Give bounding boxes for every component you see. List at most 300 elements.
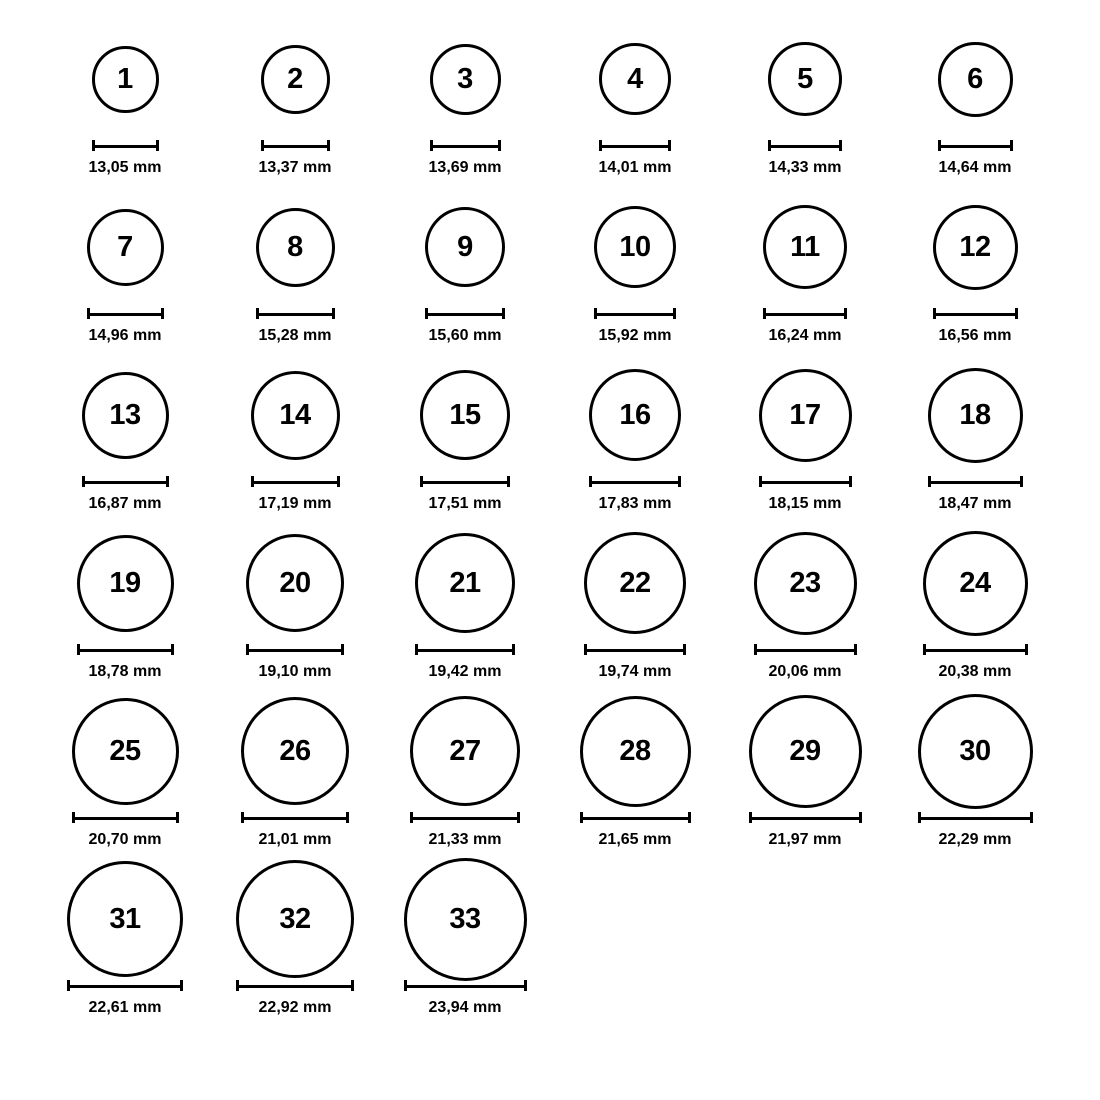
ring-circle-wrap bbox=[599, 20, 671, 138]
diameter-bar-wrap bbox=[768, 138, 842, 152]
diameter-bar-line bbox=[251, 481, 340, 484]
ring-size-cell bbox=[720, 692, 890, 848]
diameter-bar-wrap bbox=[749, 810, 862, 824]
ring-size-row bbox=[40, 860, 1060, 1028]
diameter-bar-cap-left bbox=[67, 980, 70, 991]
ring-size-row bbox=[40, 356, 1060, 524]
diameter-bar-line bbox=[92, 145, 159, 148]
diameter-label: 20,06 mm bbox=[768, 663, 842, 680]
diameter-label: 17,51 mm bbox=[428, 495, 502, 512]
ring-size-cell bbox=[210, 20, 380, 176]
diameter-bar-line bbox=[72, 817, 179, 820]
diameter-bar-cap-left bbox=[759, 476, 762, 487]
diameter-bar bbox=[246, 644, 344, 655]
diameter-bar-line bbox=[923, 649, 1028, 652]
ring-circle-wrap bbox=[241, 692, 349, 810]
ring-size-cell bbox=[890, 20, 1060, 176]
diameter-bar-cap-right bbox=[512, 644, 515, 655]
ring-size-cell bbox=[550, 20, 720, 176]
diameter-bar-cap-left bbox=[72, 812, 75, 823]
ring-circle bbox=[410, 696, 520, 806]
ring-circle-wrap bbox=[589, 356, 681, 474]
ring-circle bbox=[425, 207, 505, 287]
ring-circle-wrap bbox=[580, 692, 691, 810]
ring-circle bbox=[236, 860, 354, 978]
diameter-bar-cap-right bbox=[337, 476, 340, 487]
diameter-bar-cap-right bbox=[507, 476, 510, 487]
ring-circle bbox=[938, 42, 1013, 117]
diameter-bar-cap-right bbox=[166, 476, 169, 487]
ring-size-cell bbox=[40, 356, 210, 512]
diameter-label: 17,83 mm bbox=[598, 495, 672, 512]
ring-circle bbox=[933, 205, 1018, 290]
ring-size-number: 18 bbox=[959, 398, 991, 431]
diameter-bar bbox=[763, 308, 847, 319]
ring-size-cell bbox=[550, 188, 720, 344]
ring-circle-wrap bbox=[749, 692, 862, 810]
diameter-bar-wrap bbox=[938, 138, 1013, 152]
diameter-bar-cap-left bbox=[92, 140, 95, 151]
diameter-label: 22,61 mm bbox=[88, 999, 162, 1016]
diameter-bar-wrap bbox=[923, 642, 1028, 656]
ring-size-number: 26 bbox=[279, 734, 311, 767]
ring-circle bbox=[759, 369, 852, 462]
diameter-label: 15,92 mm bbox=[598, 327, 672, 344]
diameter-bar-cap-right bbox=[1030, 812, 1033, 823]
diameter-bar bbox=[928, 476, 1023, 487]
ring-size-cell bbox=[380, 20, 550, 176]
diameter-bar bbox=[599, 140, 671, 151]
ring-circle-wrap bbox=[768, 20, 842, 138]
diameter-label: 22,29 mm bbox=[938, 831, 1012, 848]
diameter-label: 18,78 mm bbox=[88, 663, 162, 680]
diameter-bar-wrap bbox=[236, 978, 354, 992]
ring-size-number: 17 bbox=[789, 398, 821, 431]
ring-circle bbox=[599, 43, 671, 115]
ring-size-number: 11 bbox=[790, 230, 820, 263]
ring-size-number: 22 bbox=[619, 566, 651, 599]
diameter-bar bbox=[410, 812, 520, 823]
diameter-bar-cap-left bbox=[928, 476, 931, 487]
diameter-bar-line bbox=[768, 145, 842, 148]
ring-circle bbox=[589, 369, 681, 461]
diameter-bar-cap-left bbox=[918, 812, 921, 823]
ring-circle-wrap bbox=[251, 356, 340, 474]
diameter-label: 20,70 mm bbox=[88, 831, 162, 848]
diameter-bar-cap-left bbox=[599, 140, 602, 151]
ring-size-cell bbox=[40, 188, 210, 344]
diameter-label: 19,42 mm bbox=[428, 663, 502, 680]
ring-size-cell bbox=[380, 356, 550, 512]
diameter-bar-line bbox=[420, 481, 510, 484]
diameter-label: 21,01 mm bbox=[258, 831, 332, 848]
diameter-bar-cap-left bbox=[251, 476, 254, 487]
ring-size-number: 4 bbox=[627, 62, 643, 95]
diameter-bar-wrap bbox=[584, 642, 686, 656]
diameter-bar-cap-right bbox=[844, 308, 847, 319]
diameter-bar-wrap bbox=[928, 474, 1023, 488]
diameter-bar-wrap bbox=[763, 306, 847, 320]
ring-circle bbox=[256, 208, 335, 287]
diameter-bar-cap-left bbox=[933, 308, 936, 319]
diameter-bar bbox=[251, 476, 340, 487]
ring-circle-wrap bbox=[938, 20, 1013, 138]
diameter-bar-cap-right bbox=[668, 140, 671, 151]
ring-circle bbox=[918, 694, 1033, 809]
ring-circle-wrap bbox=[430, 20, 501, 138]
diameter-bar-line bbox=[918, 817, 1033, 820]
diameter-bar bbox=[768, 140, 842, 151]
diameter-bar-line bbox=[82, 481, 169, 484]
diameter-bar-line bbox=[933, 313, 1018, 316]
diameter-bar-wrap bbox=[594, 306, 676, 320]
ring-circle bbox=[580, 696, 691, 807]
diameter-bar bbox=[87, 308, 164, 319]
ring-size-cell bbox=[550, 524, 720, 680]
diameter-bar-cap-left bbox=[749, 812, 752, 823]
ring-size-number: 12 bbox=[959, 230, 991, 263]
diameter-label: 15,60 mm bbox=[428, 327, 502, 344]
diameter-bar-cap-right bbox=[1015, 308, 1018, 319]
diameter-bar-cap-left bbox=[763, 308, 766, 319]
ring-size-number: 15 bbox=[449, 398, 481, 431]
diameter-bar-cap-right bbox=[327, 140, 330, 151]
ring-circle bbox=[928, 368, 1023, 463]
ring-size-number: 7 bbox=[117, 230, 133, 263]
ring-size-number: 28 bbox=[619, 734, 651, 767]
ring-size-number: 1 bbox=[117, 62, 133, 95]
ring-circle-wrap bbox=[763, 188, 847, 306]
diameter-bar-line bbox=[236, 985, 354, 988]
diameter-bar-cap-left bbox=[261, 140, 264, 151]
ring-size-cell bbox=[890, 356, 1060, 512]
diameter-bar-cap-right bbox=[171, 644, 174, 655]
diameter-bar-cap-right bbox=[678, 476, 681, 487]
diameter-bar-line bbox=[77, 649, 174, 652]
ring-size-cell bbox=[40, 692, 210, 848]
ring-size-cell bbox=[720, 524, 890, 680]
ring-circle-wrap bbox=[236, 860, 354, 978]
diameter-bar-line bbox=[256, 313, 335, 316]
diameter-bar-cap-left bbox=[430, 140, 433, 151]
ring-size-number: 23 bbox=[789, 566, 821, 599]
diameter-bar-cap-right bbox=[839, 140, 842, 151]
ring-size-row bbox=[40, 692, 1060, 860]
diameter-bar-line bbox=[87, 313, 164, 316]
diameter-bar bbox=[933, 308, 1018, 319]
diameter-bar-line bbox=[246, 649, 344, 652]
diameter-bar-line bbox=[763, 313, 847, 316]
ring-circle-wrap bbox=[928, 356, 1023, 474]
diameter-bar-wrap bbox=[599, 138, 671, 152]
ring-circle-wrap bbox=[420, 356, 510, 474]
diameter-bar bbox=[430, 140, 501, 151]
diameter-bar bbox=[759, 476, 852, 487]
ring-circle-wrap bbox=[67, 860, 183, 978]
diameter-bar-cap-left bbox=[246, 644, 249, 655]
ring-circle bbox=[430, 44, 501, 115]
diameter-bar bbox=[241, 812, 349, 823]
diameter-bar-line bbox=[589, 481, 681, 484]
ring-size-number: 24 bbox=[959, 566, 991, 599]
ring-circle-wrap bbox=[404, 860, 527, 978]
diameter-label: 21,33 mm bbox=[428, 831, 502, 848]
diameter-bar-wrap bbox=[82, 474, 169, 488]
ring-size-number: 2 bbox=[287, 62, 303, 95]
diameter-bar-wrap bbox=[410, 810, 520, 824]
diameter-label: 18,15 mm bbox=[768, 495, 842, 512]
diameter-bar-cap-left bbox=[241, 812, 244, 823]
ring-size-cell bbox=[40, 524, 210, 680]
ring-circle bbox=[404, 858, 527, 981]
diameter-bar-cap-left bbox=[594, 308, 597, 319]
ring-size-number: 31 bbox=[109, 902, 141, 935]
ring-circle-wrap bbox=[415, 524, 515, 642]
ring-size-number: 19 bbox=[109, 566, 141, 599]
ring-size-cell bbox=[890, 188, 1060, 344]
diameter-bar-line bbox=[749, 817, 862, 820]
ring-circle-wrap bbox=[246, 524, 344, 642]
ring-size-number: 13 bbox=[109, 398, 141, 431]
ring-size-number: 8 bbox=[287, 230, 303, 263]
ring-size-cell bbox=[550, 356, 720, 512]
diameter-bar-cap-left bbox=[82, 476, 85, 487]
diameter-bar-wrap bbox=[67, 978, 183, 992]
diameter-bar bbox=[420, 476, 510, 487]
diameter-bar bbox=[82, 476, 169, 487]
ring-size-cell bbox=[210, 692, 380, 848]
ring-size-cell bbox=[40, 20, 210, 176]
ring-circle bbox=[92, 46, 159, 113]
diameter-label: 17,19 mm bbox=[258, 495, 332, 512]
ring-size-number: 14 bbox=[279, 398, 311, 431]
diameter-bar-cap-right bbox=[1020, 476, 1023, 487]
ring-circle-wrap bbox=[87, 188, 164, 306]
ring-size-cell bbox=[40, 860, 210, 1016]
diameter-label: 16,56 mm bbox=[938, 327, 1012, 344]
diameter-bar-cap-left bbox=[754, 644, 757, 655]
diameter-label: 14,64 mm bbox=[938, 159, 1012, 176]
ring-circle bbox=[87, 209, 164, 286]
diameter-bar-cap-left bbox=[415, 644, 418, 655]
diameter-bar bbox=[938, 140, 1013, 151]
diameter-label: 15,28 mm bbox=[258, 327, 332, 344]
diameter-bar bbox=[72, 812, 179, 823]
diameter-bar-wrap bbox=[241, 810, 349, 824]
ring-circle-wrap bbox=[584, 524, 686, 642]
diameter-label: 16,87 mm bbox=[88, 495, 162, 512]
diameter-bar-line bbox=[580, 817, 691, 820]
diameter-bar bbox=[415, 644, 515, 655]
diameter-bar-wrap bbox=[754, 642, 857, 656]
ring-size-cell bbox=[720, 20, 890, 176]
diameter-bar-cap-right bbox=[517, 812, 520, 823]
ring-circle-wrap bbox=[923, 524, 1028, 642]
diameter-bar-cap-left bbox=[425, 308, 428, 319]
ring-circle bbox=[261, 45, 330, 114]
ring-size-number: 29 bbox=[789, 734, 821, 767]
diameter-label: 22,92 mm bbox=[258, 999, 332, 1016]
ring-size-number: 20 bbox=[279, 566, 311, 599]
ring-circle-wrap bbox=[256, 188, 335, 306]
ring-size-cell bbox=[210, 356, 380, 512]
ring-size-row bbox=[40, 524, 1060, 692]
diameter-label: 20,38 mm bbox=[938, 663, 1012, 680]
diameter-bar-cap-right bbox=[1025, 644, 1028, 655]
diameter-bar-cap-left bbox=[410, 812, 413, 823]
diameter-bar bbox=[404, 980, 527, 991]
diameter-bar-cap-right bbox=[688, 812, 691, 823]
diameter-bar-wrap bbox=[580, 810, 691, 824]
ring-circle bbox=[67, 861, 183, 977]
diameter-bar-wrap bbox=[420, 474, 510, 488]
diameter-bar-wrap bbox=[251, 474, 340, 488]
diameter-label: 19,74 mm bbox=[598, 663, 672, 680]
diameter-bar-cap-left bbox=[768, 140, 771, 151]
ring-size-cell bbox=[720, 356, 890, 512]
ring-circle-wrap bbox=[754, 524, 857, 642]
diameter-bar bbox=[584, 644, 686, 655]
diameter-bar bbox=[918, 812, 1033, 823]
diameter-bar-line bbox=[404, 985, 527, 988]
diameter-bar-cap-right bbox=[176, 812, 179, 823]
ring-circle-wrap bbox=[77, 524, 174, 642]
ring-size-cell bbox=[550, 692, 720, 848]
diameter-bar-cap-left bbox=[87, 308, 90, 319]
ring-size-number: 6 bbox=[967, 62, 983, 95]
ring-size-row bbox=[40, 188, 1060, 356]
diameter-bar-cap-right bbox=[1010, 140, 1013, 151]
ring-size-number: 25 bbox=[109, 734, 141, 767]
diameter-bar bbox=[923, 644, 1028, 655]
ring-circle bbox=[82, 372, 169, 459]
diameter-bar-wrap bbox=[261, 138, 330, 152]
ring-circle bbox=[251, 371, 340, 460]
ring-circle bbox=[768, 42, 842, 116]
ring-size-cell bbox=[380, 692, 550, 848]
diameter-bar-line bbox=[594, 313, 676, 316]
diameter-bar-wrap bbox=[430, 138, 501, 152]
diameter-bar-cap-right bbox=[502, 308, 505, 319]
ring-circle bbox=[420, 370, 510, 460]
ring-circle bbox=[594, 206, 676, 288]
diameter-bar-wrap bbox=[589, 474, 681, 488]
diameter-bar bbox=[594, 308, 676, 319]
ring-size-cell bbox=[210, 860, 380, 1016]
diameter-bar-cap-right bbox=[498, 140, 501, 151]
diameter-bar-wrap bbox=[72, 810, 179, 824]
ring-circle bbox=[77, 535, 174, 632]
ring-circle bbox=[72, 698, 179, 805]
ring-size-cell bbox=[210, 188, 380, 344]
diameter-bar-line bbox=[67, 985, 183, 988]
diameter-bar-wrap bbox=[256, 306, 335, 320]
ring-circle bbox=[763, 205, 847, 289]
diameter-bar-cap-right bbox=[346, 812, 349, 823]
ring-circle-wrap bbox=[92, 20, 159, 138]
diameter-bar-cap-left bbox=[236, 980, 239, 991]
diameter-bar bbox=[261, 140, 330, 151]
diameter-label: 13,05 mm bbox=[88, 159, 162, 176]
diameter-label: 23,94 mm bbox=[428, 999, 502, 1016]
diameter-bar-cap-right bbox=[156, 140, 159, 151]
diameter-bar bbox=[749, 812, 862, 823]
diameter-label: 18,47 mm bbox=[938, 495, 1012, 512]
diameter-bar-wrap bbox=[404, 978, 527, 992]
diameter-bar-cap-right bbox=[849, 476, 852, 487]
diameter-bar bbox=[589, 476, 681, 487]
diameter-bar-cap-left bbox=[256, 308, 259, 319]
ring-size-number: 33 bbox=[449, 902, 481, 935]
ring-circle-wrap bbox=[425, 188, 505, 306]
ring-size-cell bbox=[890, 692, 1060, 848]
diameter-bar-cap-left bbox=[77, 644, 80, 655]
ring-size-cell bbox=[380, 524, 550, 680]
ring-circle bbox=[749, 695, 862, 808]
diameter-bar-wrap bbox=[918, 810, 1033, 824]
diameter-label: 19,10 mm bbox=[258, 663, 332, 680]
ring-size-number: 27 bbox=[449, 734, 481, 767]
ring-size-number: 21 bbox=[449, 566, 481, 599]
ring-circle-wrap bbox=[933, 188, 1018, 306]
diameter-bar-line bbox=[410, 817, 520, 820]
diameter-bar-wrap bbox=[92, 138, 159, 152]
diameter-bar-line bbox=[430, 145, 501, 148]
diameter-bar bbox=[425, 308, 505, 319]
ring-size-number: 9 bbox=[457, 230, 473, 263]
diameter-bar-cap-right bbox=[854, 644, 857, 655]
diameter-bar-wrap bbox=[415, 642, 515, 656]
ring-circle bbox=[415, 533, 515, 633]
ring-size-number: 10 bbox=[619, 230, 651, 263]
diameter-bar-line bbox=[928, 481, 1023, 484]
diameter-bar-wrap bbox=[933, 306, 1018, 320]
diameter-bar-wrap bbox=[246, 642, 344, 656]
diameter-bar-cap-right bbox=[673, 308, 676, 319]
ring-circle-wrap bbox=[261, 20, 330, 138]
ring-size-number: 30 bbox=[959, 734, 991, 767]
diameter-bar bbox=[580, 812, 691, 823]
diameter-bar-line bbox=[938, 145, 1013, 148]
diameter-bar-cap-right bbox=[524, 980, 527, 991]
ring-circle bbox=[584, 532, 686, 634]
diameter-bar-cap-right bbox=[161, 308, 164, 319]
ring-circle-wrap bbox=[72, 692, 179, 810]
diameter-bar-cap-right bbox=[859, 812, 862, 823]
diameter-bar bbox=[754, 644, 857, 655]
ring-size-number: 3 bbox=[457, 62, 473, 95]
diameter-bar-cap-left bbox=[923, 644, 926, 655]
ring-circle bbox=[923, 531, 1028, 636]
diameter-bar-wrap bbox=[759, 474, 852, 488]
diameter-bar-cap-left bbox=[589, 476, 592, 487]
ring-size-number: 5 bbox=[797, 62, 813, 95]
diameter-bar bbox=[77, 644, 174, 655]
diameter-bar bbox=[236, 980, 354, 991]
ring-circle bbox=[246, 534, 344, 632]
ring-size-cell bbox=[210, 524, 380, 680]
diameter-label: 14,33 mm bbox=[768, 159, 842, 176]
diameter-bar-cap-right bbox=[180, 980, 183, 991]
diameter-label: 13,69 mm bbox=[428, 159, 502, 176]
diameter-bar-line bbox=[261, 145, 330, 148]
diameter-bar-cap-left bbox=[580, 812, 583, 823]
ring-circle bbox=[241, 697, 349, 805]
diameter-bar-cap-right bbox=[683, 644, 686, 655]
diameter-bar-line bbox=[759, 481, 852, 484]
diameter-bar-wrap bbox=[87, 306, 164, 320]
diameter-bar bbox=[92, 140, 159, 151]
